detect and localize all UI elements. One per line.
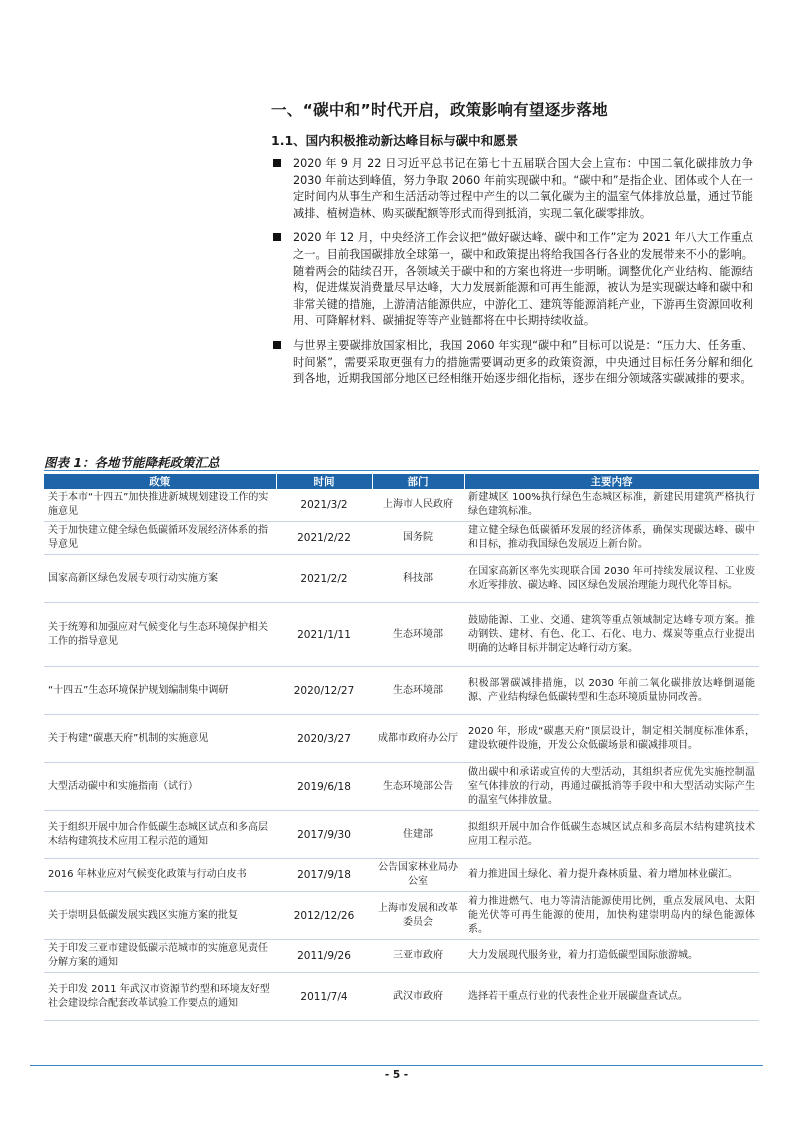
date-cell: 2021/1/11 xyxy=(276,603,372,667)
table-row xyxy=(44,489,759,522)
table-row xyxy=(44,859,759,892)
policy-cell: 关于崇明县低碳发展实践区实施方案的批复 xyxy=(44,892,276,940)
section-subtitle: 1.1、国内积极推动新达峰目标与碳中和愿景 xyxy=(271,133,519,148)
section-title: 一、“碳中和”时代开启，政策影响有望逐步落地 xyxy=(271,101,608,119)
figure-title: 图表 1：各地节能降耗政策汇总 xyxy=(44,455,220,470)
policy-cell: 关于印发三亚市建设低碳示范城市的实施意见责任分解方案的通知 xyxy=(44,940,276,973)
policy-cell: 关于印发 2011 年武汉市资源节约型和环境友好型社会建设综合配套改革试验工作要点的通知 xyxy=(44,973,276,1021)
department-cell: 公告国家林业局办公室 xyxy=(372,859,464,892)
content-cell: 在国家高新区率先实现联合国 2030 年可持续发展议程、工业废水近零排放、碳达峰、园区绿色发展治理能力现代化等目标。 xyxy=(464,555,759,603)
bullet-item xyxy=(271,156,753,222)
footer-rule xyxy=(30,1065,763,1066)
content-cell: 着力推进燃气、电力等清洁能源使用比例，重点发展风电、太阳能光伏等可再生能源的使用，加快构建崇明岛内的绿色能源体系。 xyxy=(464,892,759,940)
header-department: 部门 xyxy=(372,474,464,489)
bullet-text: 2020 年 9 月 22 日习近平总书记在第七十五届联合国大会上宣布：中国二氧化碳排放力争 2030 年前达到峰值，努力争取 2060 年前实现碳中和。“碳中和”是指企业、团体或个人在一定时间内从事生产和生活活动等过程中产生的以二氧化碳为主的温室气体排放总量，通过节能减排、植树造林、购买碳配额等形式而得到抵消，实现二氧化碳零排放。 xyxy=(293,157,753,220)
page-number: - 5 - xyxy=(384,1069,409,1081)
content-cell: 积极部署碳减排措施，以 2030 年前二氧化碳排放达峰倒逼能源、产业结构绿色低碳转型和生态环境质量协同改善。 xyxy=(464,667,759,715)
department-cell: 成都市政府办公厅 xyxy=(372,715,464,763)
department-cell: 武汉市政府 xyxy=(372,973,464,1021)
header-date: 时间 xyxy=(276,474,372,489)
department-cell: 上海市人民政府 xyxy=(372,489,464,522)
content-cell: 选择若干重点行业的代表性企业开展碳盘查试点。 xyxy=(464,973,759,1021)
table-row xyxy=(44,811,759,859)
date-cell: 2011/9/26 xyxy=(276,940,372,973)
policy-cell: 大型活动碳中和实施指南（试行） xyxy=(44,763,276,811)
department-cell: 生态环境部 xyxy=(372,603,464,667)
content-cell: 2020 年，形成“碳惠天府”顶层设计，制定相关制度标准体系，建设软硬件设施，开发公众低碳场景和碳减排项目。 xyxy=(464,715,759,763)
content-cell: 着力推进国土绿化、着力提升森林质量、着力增加林业碳汇。 xyxy=(464,859,759,892)
header-content: 主要内容 xyxy=(464,474,759,489)
table-row xyxy=(44,892,759,940)
policy-cell: 2016 年林业应对气候变化政策与行动白皮书 xyxy=(44,859,276,892)
date-cell: 2011/7/4 xyxy=(276,973,372,1021)
date-cell: 2017/9/30 xyxy=(276,811,372,859)
policy-cell: 关于构建“碳惠天府”机制的实施意见 xyxy=(44,715,276,763)
table-row xyxy=(44,667,759,715)
date-cell: 2021/2/22 xyxy=(276,522,372,555)
date-cell: 2020/3/27 xyxy=(276,715,372,763)
department-cell: 国务院 xyxy=(372,522,464,555)
date-cell: 2021/3/2 xyxy=(276,489,372,522)
date-cell: 2012/12/26 xyxy=(276,892,372,940)
content-cell: 新建城区 100%执行绿色生态城区标准，新建民用建筑严格执行绿色建筑标准。 xyxy=(464,489,759,522)
policy-cell: 关于加快建立健全绿色低碳循环发展经济体系的指导意见 xyxy=(44,522,276,555)
department-cell: 生态环境部公告 xyxy=(372,763,464,811)
table-row xyxy=(44,715,759,763)
department-cell: 科技部 xyxy=(372,555,464,603)
policy-cell: 关于组织开展中加合作低碳生态城区试点和多高层木结构建筑技术应用工程示范的通知 xyxy=(44,811,276,859)
content-cell: 做出碳中和承诺或宣传的大型活动，其组织者应优先实施控制温室气体排放的行动，再通过碳抵消等手段中和大型活动实际产生的温室气体排放量。 xyxy=(464,763,759,811)
table-row xyxy=(44,763,759,811)
table-row xyxy=(44,522,759,555)
bullet-item xyxy=(271,338,753,388)
bullet-square-icon xyxy=(273,341,281,349)
table-row xyxy=(44,973,759,1021)
bullet-square-icon xyxy=(273,159,281,167)
department-cell: 三亚市政府 xyxy=(372,940,464,973)
figure-title-rule xyxy=(44,470,759,471)
table-header-row xyxy=(44,474,759,489)
policy-table xyxy=(44,474,760,1021)
date-cell: 2019/6/18 xyxy=(276,763,372,811)
header-policy: 政策 xyxy=(44,474,276,489)
bullet-list xyxy=(271,156,753,396)
content-cell: 鼓励能源、工业、交通、建筑等重点领域制定达峰专项方案。推动钢铁、建材、有色、化工、石化、电力、煤炭等重点行业提出明确的达峰目标并制定达峰行动方案。 xyxy=(464,603,759,667)
policy-cell: 国家高新区绿色发展专项行动实施方案 xyxy=(44,555,276,603)
content-cell: 拟组织开展中加合作低碳生态城区试点和多高层木结构建筑技术应用工程示范。 xyxy=(464,811,759,859)
date-cell: 2017/9/18 xyxy=(276,859,372,892)
department-cell: 上海市发展和改革委员会 xyxy=(372,892,464,940)
department-cell: 住建部 xyxy=(372,811,464,859)
content-cell: 大力发展现代服务业，着力打造低碳型国际旅游城。 xyxy=(464,940,759,973)
bullet-item xyxy=(271,230,753,330)
table-row xyxy=(44,555,759,603)
date-cell: 2020/12/27 xyxy=(276,667,372,715)
content-cell: 建立健全绿色低碳循环发展的经济体系，确保实现碳达峰、碳中和目标，推动我国绿色发展迈上新台阶。 xyxy=(464,522,759,555)
bullet-square-icon xyxy=(273,233,281,241)
department-cell: 生态环境部 xyxy=(372,667,464,715)
bullet-text: 与世界主要碳排放国家相比，我国 2060 年实现“碳中和”目标可以说是：“压力大、任务重、时间紧”，需要采取更强有力的措施需要调动更多的政策资源，中央通过目标任务分解和细化到各地，近期我国部分地区已经相继开始逐步细化指标，逐步在细分领域落实碳减排的要求。 xyxy=(293,338,753,386)
policy-cell: 关于统筹和加强应对气候变化与生态环境保护相关工作的指导意见 xyxy=(44,603,276,667)
table-row xyxy=(44,940,759,973)
date-cell: 2021/2/2 xyxy=(276,555,372,603)
policy-cell: “十四五”生态环境保护规划编制集中调研 xyxy=(44,667,276,715)
bullet-text: 2020 年 12 月，中央经济工作会议把“做好碳达峰、碳中和工作”定为 2021 年八大工作重点之一。目前我国碳排放全球第一，碳中和政策提出将给我国各行各业的发展带来不小的影响。随着两会的陆续召开，各领域关于碳中和的方案也将进一步明晰。调整优化产业结构、能源结构，促进煤炭消费量尽早达峰，大力发展新能源和可再生能源，被认为是实现碳达峰和碳中和非常关键的措施，上游清洁能源供应，中游化工、建筑等能源消耗产业，下游再生资源回收利用、可降解材料、碳捕捉等等产业链都将在中长期持续收益。 xyxy=(293,231,753,328)
table-row xyxy=(44,603,759,667)
policy-cell: 关于本市“十四五”加快推进新城规划建设工作的实施意见 xyxy=(44,489,276,522)
